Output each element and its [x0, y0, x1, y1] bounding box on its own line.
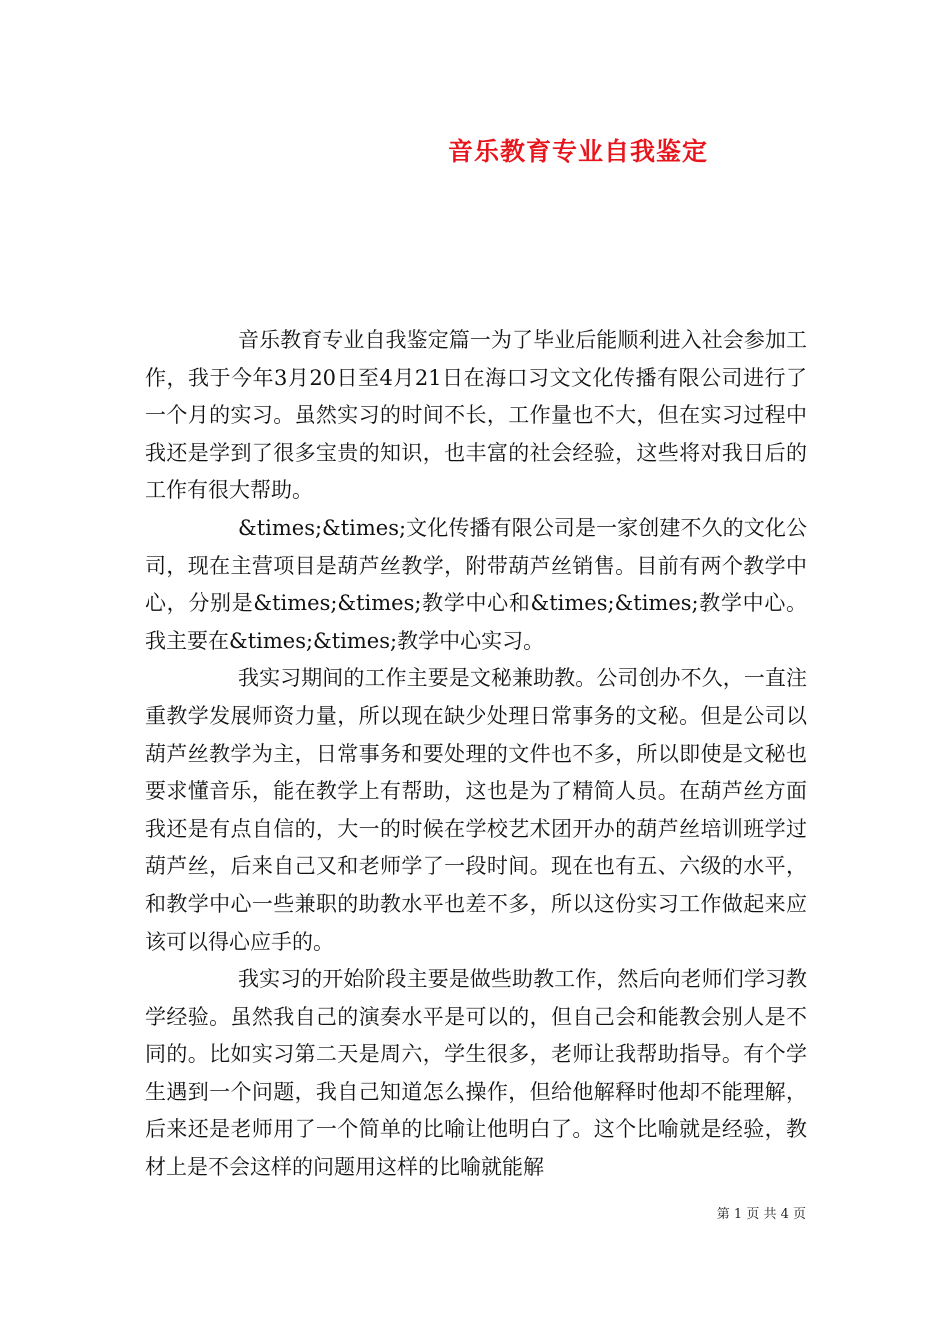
paragraph-1: 音乐教育专业自我鉴定篇一为了毕业后能顺利进入社会参加工作，我于今年3月20日至4月21日在海口习文文化传播有限公司进行了一个月的实习。虽然实习的时间不长，工作量也不大，但在实习过程中我还是学到了很多宝贵的知识，也丰富的社会经验，这些将对我日后的工作有很大帮助。 [145, 328, 807, 503]
page-number: 第 1 页 共 4 页 [716, 1207, 806, 1222]
document-title: 音乐教育专业自我鉴定 [447, 137, 708, 166]
document-body [145, 322, 807, 1187]
paragraph-2: &times;&times;文化传播有限公司是一家创建不久的文化公司，现在主营项目是葫芦丝教学，附带葫芦丝销售。目前有两个教学中心，分别是&times;&times;教学中心和&times;&times;教学中心。我主要在&times;&times;教学中心实习。 [145, 515, 807, 653]
paragraph-3: 我实习期间的工作主要是文秘兼助教。公司创办不久，一直注重教学发展师资力量，所以现在缺少处理日常事务的文秘。但是公司以葫芦丝教学为主，日常事务和要处理的文件也不多，所以即使是文秘也要求懂音乐，能在教学上有帮助，这也是为了精简人员。在葫芦丝方面我还是有点自信的，大一的时候在学校艺术团开办的葫芦丝培训班学过葫芦丝，后来自己又和老师学了一段时间。现在也有五、六级的水平，和教学中心一些兼职的助教水平也差不多，所以这份实习工作做起来应该可以得心应手的。 [145, 666, 807, 954]
paragraph-4: 我实习的开始阶段主要是做些助教工作，然后向老师们学习教学经验。虽然我自己的演奏水平是可以的，但自己会和能教会别人是不同的。比如实习第二天是周六，学生很多，老师让我帮助指导。有个学生遇到一个问题，我自己知道怎么操作，但给他解释时他却不能理解，后来还是老师用了一个简单的比喻让他明白了。这个比喻就是经验，教材上是不会这样的问题用这样的比喻就能解 [145, 967, 807, 1180]
